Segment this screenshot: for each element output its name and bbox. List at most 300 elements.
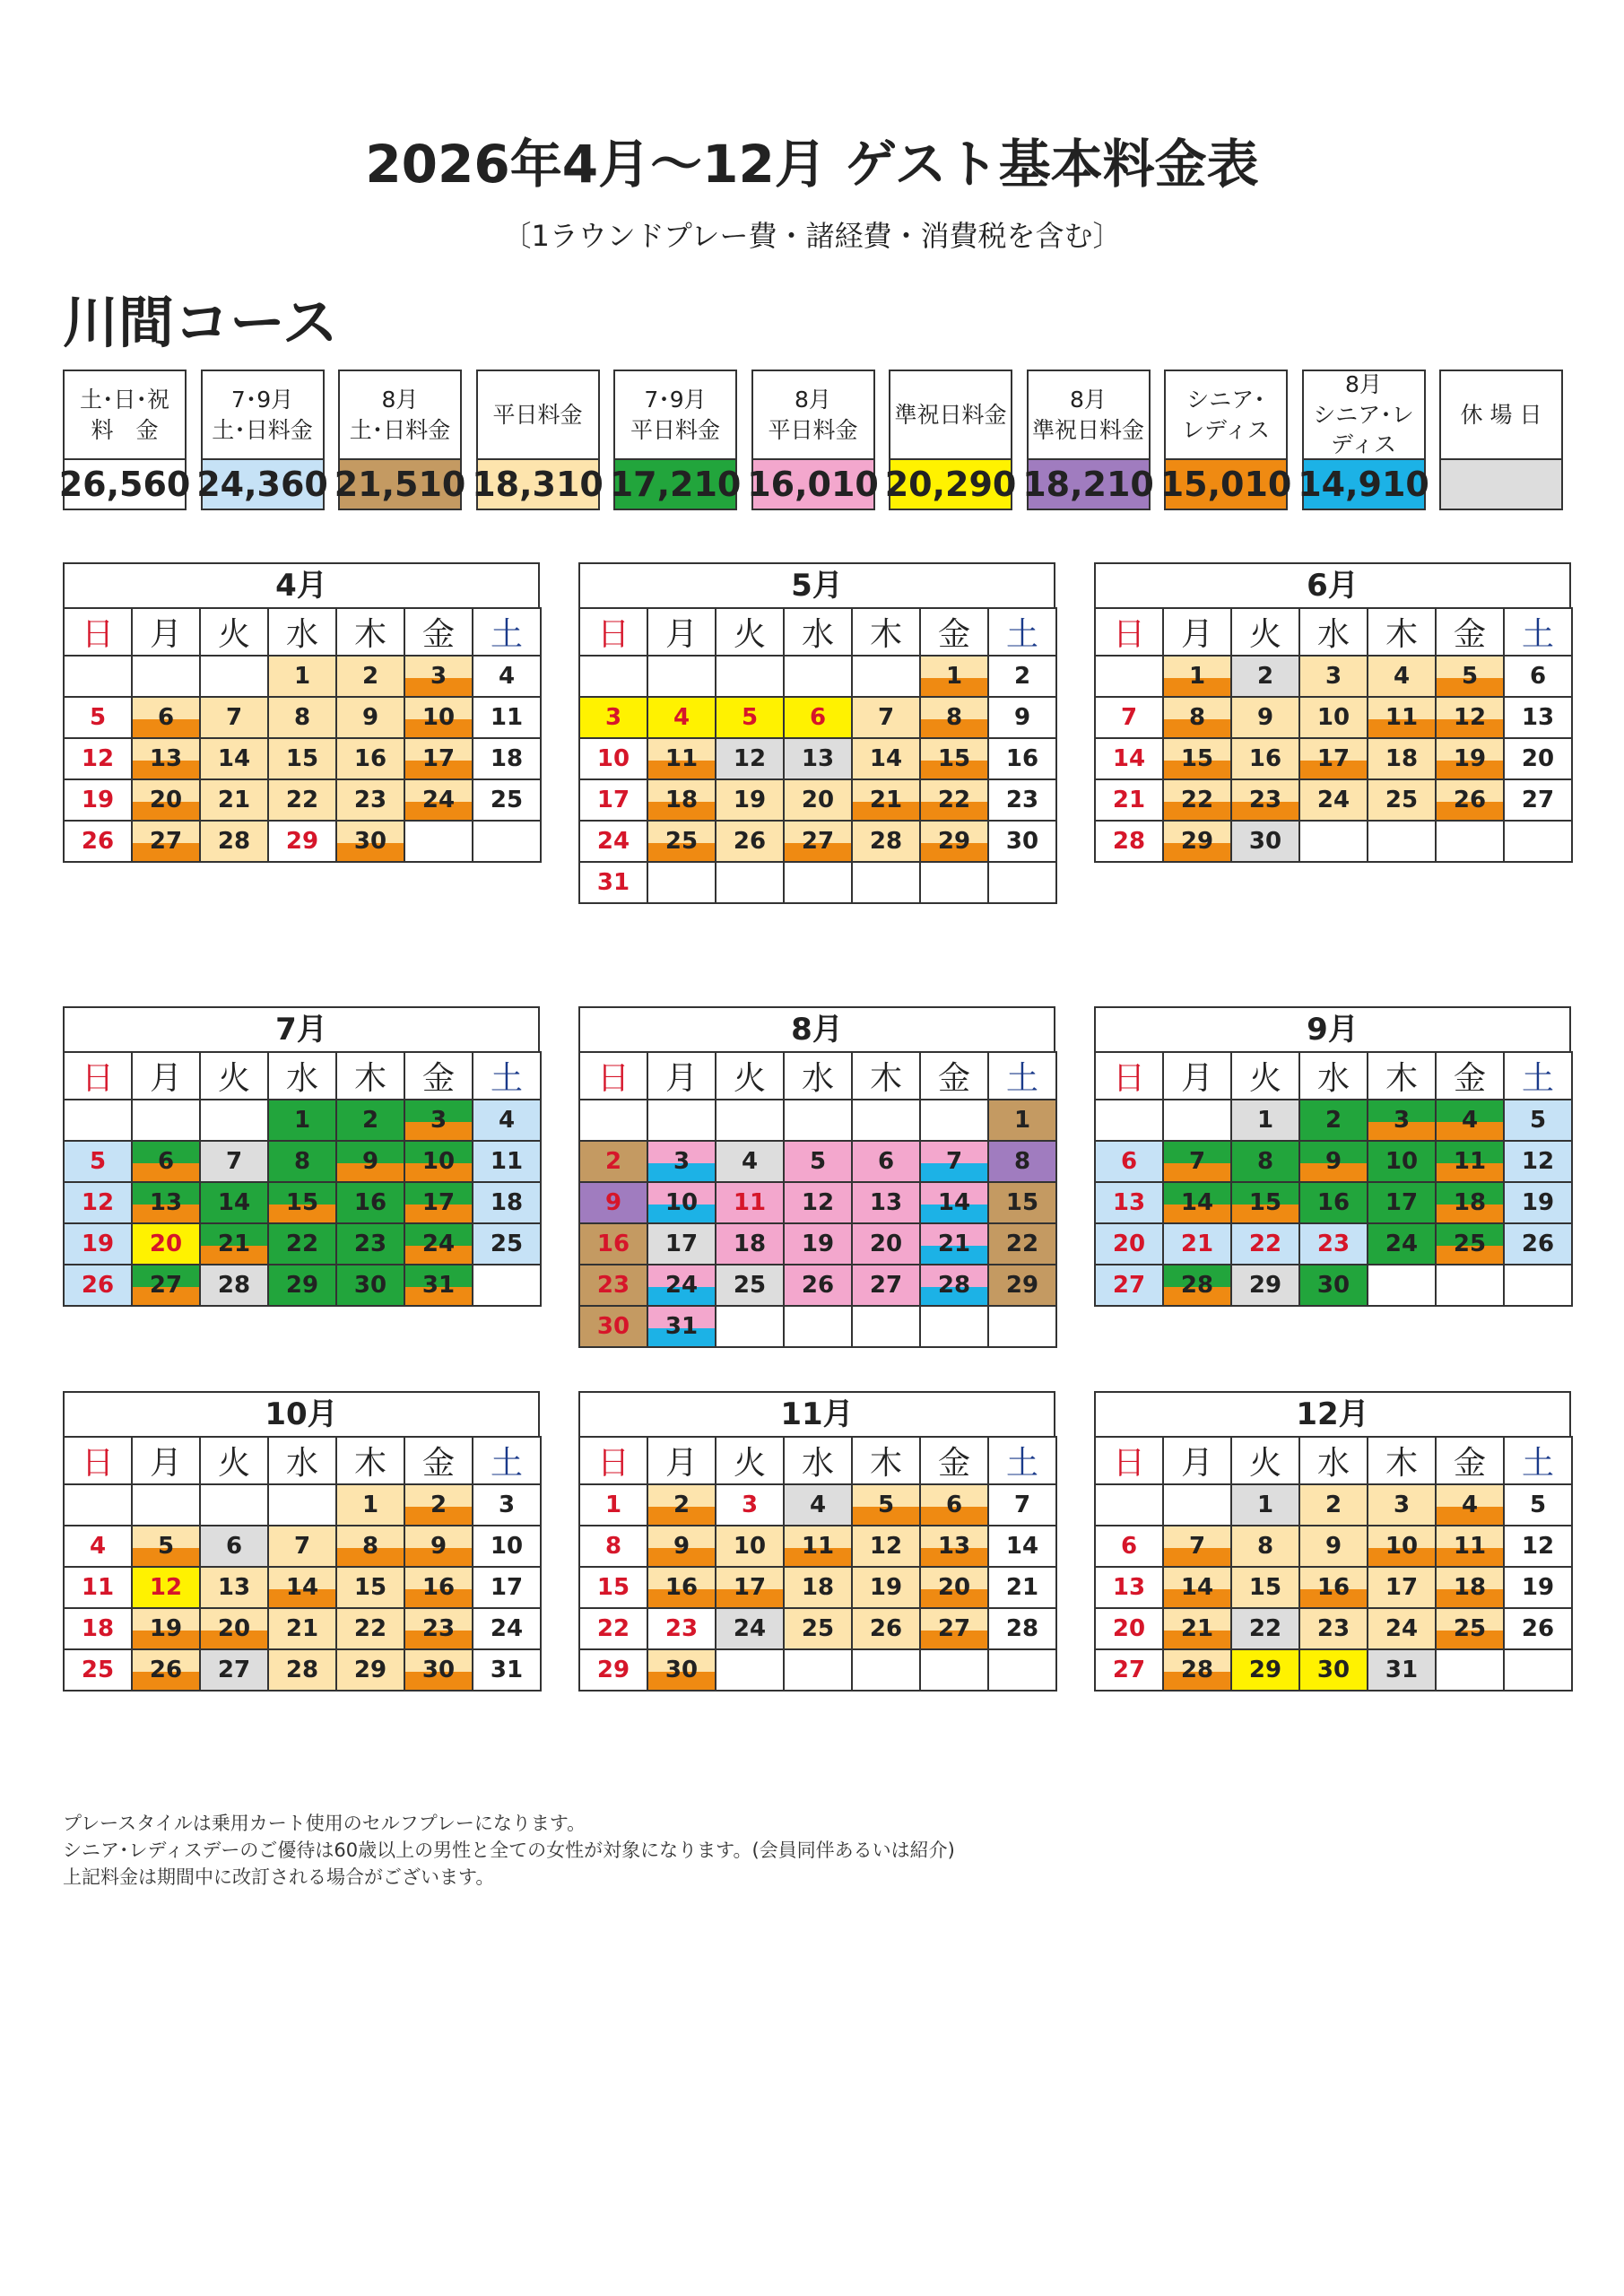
legend-price: [1441, 458, 1561, 509]
empty-cell: [1095, 656, 1163, 697]
legend-item: [1439, 370, 1563, 510]
legend-item: [334, 370, 466, 510]
weekday-header: 月: [132, 1052, 200, 1100]
day-cell: 1: [579, 1484, 647, 1526]
legend-item: [1159, 370, 1292, 510]
day-cell: 25: [784, 1608, 852, 1649]
day-cell: 3: [1368, 1100, 1436, 1141]
day-cell: 30: [988, 821, 1056, 862]
day-cell: 11: [473, 697, 541, 738]
empty-cell: [1504, 1649, 1572, 1691]
day-cell: 22: [1231, 1223, 1299, 1265]
empty-cell: [716, 656, 784, 697]
day-cell: 4: [1436, 1484, 1504, 1526]
weekday-header: 日: [579, 1052, 647, 1100]
empty-cell: [64, 1484, 132, 1526]
day-cell: 17: [404, 738, 473, 779]
note-line: シニア･レディスデーのご優待は60歳以上の男性と全ての女性が対象になります。(会員同伴あるいは紹介): [63, 1839, 955, 1861]
day-cell: 12: [1504, 1141, 1572, 1182]
day-cell: 26: [64, 821, 132, 862]
day-cell: 14: [1163, 1182, 1231, 1223]
day-cell: 27: [200, 1649, 268, 1691]
day-cell: 8: [1163, 697, 1231, 738]
legend-label: 8月 シニア･レディス: [1313, 370, 1414, 458]
day-cell: 20: [132, 779, 200, 821]
weekday-header: 月: [1163, 608, 1231, 656]
month-title: 5月: [578, 562, 1055, 607]
day-cell: 20: [1095, 1608, 1163, 1649]
weekday-header: 金: [1436, 1052, 1504, 1100]
weekday-header: 月: [647, 1052, 716, 1100]
empty-cell: [1095, 1484, 1163, 1526]
note-line: プレースタイルは乗用カート使用のセルフプレーになります。: [63, 1813, 586, 1834]
empty-cell: [200, 656, 268, 697]
legend-label: 7･9月 土･日料金: [212, 386, 313, 443]
empty-cell: [784, 862, 852, 903]
weekday-header: 月: [647, 1437, 716, 1484]
day-cell: 25: [64, 1649, 132, 1691]
empty-cell: [579, 656, 647, 697]
day-cell: 25: [1368, 779, 1436, 821]
day-cell: 2: [1231, 656, 1299, 697]
day-cell: 20: [1095, 1223, 1163, 1265]
weekday-header: 日: [64, 1052, 132, 1100]
weekday-header: 金: [920, 608, 988, 656]
day-cell: 10: [1368, 1526, 1436, 1567]
empty-cell: [647, 862, 716, 903]
weekday-header: 月: [1163, 1052, 1231, 1100]
empty-cell: [1163, 1100, 1231, 1141]
day-cell: 27: [920, 1608, 988, 1649]
day-cell: 11: [1436, 1526, 1504, 1567]
weekday-header: 木: [1368, 1437, 1436, 1484]
day-cell: 20: [784, 779, 852, 821]
day-cell: 22: [1231, 1608, 1299, 1649]
day-cell: 30: [579, 1306, 647, 1347]
weekday-header: 木: [1368, 608, 1436, 656]
day-cell: 11: [64, 1567, 132, 1608]
legend-price: 18,310: [478, 458, 598, 509]
day-cell: 24: [404, 1223, 473, 1265]
weekday-header: 火: [200, 1052, 268, 1100]
day-cell: 2: [647, 1484, 716, 1526]
empty-cell: [647, 1100, 716, 1141]
day-cell: 28: [1163, 1265, 1231, 1306]
day-cell: 23: [404, 1608, 473, 1649]
empty-cell: [473, 821, 541, 862]
legend-label: 休 場 日: [1460, 401, 1542, 428]
legend-price: 18,210: [1029, 458, 1149, 509]
weekday-header: 水: [784, 1437, 852, 1484]
day-cell: 9: [579, 1182, 647, 1223]
empty-cell: [1368, 821, 1436, 862]
day-cell: 24: [579, 821, 647, 862]
legend-label: 8月 平日料金: [768, 386, 858, 443]
weekday-header: 土: [988, 1437, 1056, 1484]
day-cell: 21: [852, 779, 920, 821]
empty-cell: [852, 1649, 920, 1691]
day-cell: 13: [1504, 697, 1572, 738]
day-cell: 10: [1299, 697, 1368, 738]
day-cell: 2: [336, 1100, 404, 1141]
day-cell: 7: [1163, 1526, 1231, 1567]
month-title: 11月: [578, 1391, 1055, 1436]
weekday-header: 月: [647, 608, 716, 656]
day-cell: 17: [1299, 738, 1368, 779]
legend-price: 17,210: [615, 458, 735, 509]
weekday-header: 木: [852, 1052, 920, 1100]
notes: [63, 1810, 955, 1891]
weekday-header: 月: [132, 608, 200, 656]
day-cell: 22: [336, 1608, 404, 1649]
day-cell: 15: [920, 738, 988, 779]
day-cell: 31: [404, 1265, 473, 1306]
day-cell: 25: [1436, 1608, 1504, 1649]
day-cell: 24: [404, 779, 473, 821]
day-cell: 18: [1436, 1182, 1504, 1223]
day-cell: 1: [268, 656, 336, 697]
month-calendar: [63, 1006, 540, 1307]
day-cell: 29: [920, 821, 988, 862]
day-cell: 15: [988, 1182, 1056, 1223]
day-cell: 3: [473, 1484, 541, 1526]
day-cell: 9: [647, 1526, 716, 1567]
day-cell: 23: [1231, 779, 1299, 821]
day-cell: 25: [473, 779, 541, 821]
month-calendar: [578, 562, 1055, 904]
weekday-header: 日: [579, 1437, 647, 1484]
day-cell: 2: [1299, 1484, 1368, 1526]
day-cell: 19: [1504, 1182, 1572, 1223]
day-cell: 28: [1095, 821, 1163, 862]
day-cell: 4: [716, 1141, 784, 1182]
day-cell: 3: [1299, 656, 1368, 697]
day-cell: 23: [1299, 1608, 1368, 1649]
day-cell: 9: [336, 697, 404, 738]
empty-cell: [200, 1484, 268, 1526]
day-cell: 24: [647, 1265, 716, 1306]
day-cell: 19: [1504, 1567, 1572, 1608]
day-cell: 4: [64, 1526, 132, 1567]
day-cell: 17: [716, 1567, 784, 1608]
day-cell: 13: [852, 1182, 920, 1223]
day-cell: 5: [1436, 656, 1504, 697]
day-cell: 22: [920, 779, 988, 821]
weekday-header: 水: [268, 608, 336, 656]
day-cell: 10: [404, 697, 473, 738]
day-cell: 19: [1436, 738, 1504, 779]
day-cell: 13: [1095, 1182, 1163, 1223]
weekday-header: 火: [716, 1437, 784, 1484]
day-cell: 6: [1095, 1526, 1163, 1567]
day-cell: 1: [988, 1100, 1056, 1141]
legend-label: 平日料金: [492, 401, 583, 428]
weekday-header: 火: [1231, 1052, 1299, 1100]
empty-cell: [1368, 1265, 1436, 1306]
day-cell: 12: [132, 1567, 200, 1608]
day-cell: 16: [647, 1567, 716, 1608]
day-cell: 12: [1436, 697, 1504, 738]
day-cell: 30: [336, 821, 404, 862]
day-cell: 2: [1299, 1100, 1368, 1141]
day-cell: 22: [268, 1223, 336, 1265]
day-cell: 28: [852, 821, 920, 862]
weekday-header: 水: [1299, 1052, 1368, 1100]
day-cell: 27: [132, 1265, 200, 1306]
weekday-header: 火: [200, 608, 268, 656]
day-cell: 4: [784, 1484, 852, 1526]
day-cell: 5: [132, 1526, 200, 1567]
empty-cell: [1504, 821, 1572, 862]
day-cell: 25: [716, 1265, 784, 1306]
day-cell: 29: [579, 1649, 647, 1691]
day-cell: 14: [1163, 1567, 1231, 1608]
legend-label: 準祝日料金: [894, 401, 1007, 428]
day-cell: 15: [336, 1567, 404, 1608]
day-cell: 26: [716, 821, 784, 862]
empty-cell: [716, 1306, 784, 1347]
day-cell: 2: [579, 1141, 647, 1182]
day-cell: 21: [988, 1567, 1056, 1608]
legend-label: 8月 準祝日料金: [1031, 386, 1144, 443]
day-cell: 15: [1163, 738, 1231, 779]
legend-price: 24,360: [203, 458, 323, 509]
month-title: 6月: [1094, 562, 1571, 607]
weekday-header: 土: [473, 1052, 541, 1100]
day-cell: 7: [852, 697, 920, 738]
day-cell: 22: [988, 1223, 1056, 1265]
day-cell: 8: [1231, 1526, 1299, 1567]
day-cell: 12: [64, 738, 132, 779]
day-cell: 19: [64, 1223, 132, 1265]
day-cell: 30: [404, 1649, 473, 1691]
day-cell: 1: [1231, 1484, 1299, 1526]
day-cell: 8: [920, 697, 988, 738]
day-cell: 15: [1231, 1182, 1299, 1223]
day-cell: 17: [1368, 1567, 1436, 1608]
empty-cell: [784, 1100, 852, 1141]
day-cell: 5: [1504, 1100, 1572, 1141]
weekday-header: 土: [1504, 1052, 1572, 1100]
day-cell: 4: [1436, 1100, 1504, 1141]
day-cell: 15: [1231, 1567, 1299, 1608]
day-cell: 20: [852, 1223, 920, 1265]
day-cell: 29: [988, 1265, 1056, 1306]
day-cell: 28: [988, 1608, 1056, 1649]
day-cell: 10: [647, 1182, 716, 1223]
empty-cell: [988, 862, 1056, 903]
day-cell: 21: [1163, 1608, 1231, 1649]
month-calendar: [63, 562, 540, 863]
empty-cell: [268, 1484, 336, 1526]
weekday-header: 金: [404, 1437, 473, 1484]
day-cell: 13: [132, 738, 200, 779]
month-calendar: [578, 1006, 1055, 1348]
month-calendar: [1094, 1006, 1571, 1307]
empty-cell: [1095, 1100, 1163, 1141]
month-calendar: [1094, 1391, 1571, 1692]
day-cell: 16: [1231, 738, 1299, 779]
day-cell: 23: [647, 1608, 716, 1649]
day-cell: 1: [268, 1100, 336, 1141]
day-cell: 12: [64, 1182, 132, 1223]
empty-cell: [132, 1100, 200, 1141]
day-cell: 18: [716, 1223, 784, 1265]
day-cell: 27: [1504, 779, 1572, 821]
weekday-header: 土: [1504, 1437, 1572, 1484]
weekday-header: 土: [473, 1437, 541, 1484]
day-cell: 22: [579, 1608, 647, 1649]
day-cell: 3: [1368, 1484, 1436, 1526]
day-cell: 16: [1299, 1567, 1368, 1608]
day-cell: 14: [200, 738, 268, 779]
legend-price: 26,560: [65, 458, 185, 509]
day-cell: 19: [132, 1608, 200, 1649]
day-cell: 13: [200, 1567, 268, 1608]
day-cell: 17: [1368, 1182, 1436, 1223]
day-cell: 30: [336, 1265, 404, 1306]
day-cell: 15: [579, 1567, 647, 1608]
day-cell: 29: [268, 821, 336, 862]
day-cell: 26: [1504, 1223, 1572, 1265]
empty-cell: [1436, 1649, 1504, 1691]
day-cell: 22: [1163, 779, 1231, 821]
day-cell: 10: [716, 1526, 784, 1567]
day-cell: 17: [473, 1567, 541, 1608]
page-subtitle: 〔1ラウンドプレー費・諸経費・消費税を含む〕: [502, 219, 1122, 253]
weekday-header: 金: [920, 1052, 988, 1100]
day-cell: 6: [1095, 1141, 1163, 1182]
day-cell: 19: [716, 779, 784, 821]
day-cell: 23: [579, 1265, 647, 1306]
weekday-header: 木: [336, 1437, 404, 1484]
day-cell: 29: [1163, 821, 1231, 862]
day-cell: 21: [200, 779, 268, 821]
day-cell: 20: [132, 1223, 200, 1265]
day-cell: 7: [988, 1484, 1056, 1526]
day-cell: 9: [1231, 697, 1299, 738]
day-cell: 9: [1299, 1141, 1368, 1182]
empty-cell: [920, 1100, 988, 1141]
legend-item: [747, 370, 879, 510]
day-cell: 26: [784, 1265, 852, 1306]
day-cell: 29: [1231, 1265, 1299, 1306]
day-cell: 6: [784, 697, 852, 738]
day-cell: 5: [716, 697, 784, 738]
day-cell: 16: [1299, 1182, 1368, 1223]
empty-cell: [716, 1100, 784, 1141]
day-cell: 30: [1231, 821, 1299, 862]
day-cell: 12: [1504, 1526, 1572, 1567]
day-cell: 16: [404, 1567, 473, 1608]
weekday-header: 水: [1299, 608, 1368, 656]
day-cell: 21: [1095, 779, 1163, 821]
day-cell: 9: [988, 697, 1056, 738]
day-cell: 13: [1095, 1567, 1163, 1608]
empty-cell: [988, 1306, 1056, 1347]
day-cell: 25: [1436, 1223, 1504, 1265]
day-cell: 20: [1504, 738, 1572, 779]
empty-cell: [200, 1100, 268, 1141]
month-title: 8月: [578, 1006, 1055, 1051]
day-cell: 17: [579, 779, 647, 821]
day-cell: 12: [852, 1526, 920, 1567]
day-cell: 23: [336, 1223, 404, 1265]
day-cell: 11: [716, 1182, 784, 1223]
day-cell: 13: [920, 1526, 988, 1567]
empty-cell: [647, 656, 716, 697]
day-cell: 28: [920, 1265, 988, 1306]
day-cell: 11: [784, 1526, 852, 1567]
day-cell: 26: [132, 1649, 200, 1691]
day-cell: 31: [579, 862, 647, 903]
month-title: 4月: [63, 562, 540, 607]
day-cell: 21: [200, 1223, 268, 1265]
day-cell: 24: [1368, 1608, 1436, 1649]
day-cell: 22: [268, 779, 336, 821]
weekday-header: 日: [64, 1437, 132, 1484]
day-cell: 3: [404, 1100, 473, 1141]
legend-price: 14,910: [1304, 458, 1424, 509]
day-cell: 17: [404, 1182, 473, 1223]
day-cell: 12: [784, 1182, 852, 1223]
day-cell: 14: [852, 738, 920, 779]
day-cell: 5: [784, 1141, 852, 1182]
day-cell: 3: [716, 1484, 784, 1526]
day-cell: 18: [473, 738, 541, 779]
day-cell: 2: [988, 656, 1056, 697]
day-cell: 5: [1504, 1484, 1572, 1526]
day-cell: 6: [132, 697, 200, 738]
weekday-header: 月: [1163, 1437, 1231, 1484]
weekday-header: 木: [336, 608, 404, 656]
empty-cell: [852, 1100, 920, 1141]
weekday-header: 火: [200, 1437, 268, 1484]
day-cell: 30: [1299, 1649, 1368, 1691]
day-cell: 6: [132, 1141, 200, 1182]
legend-label: 7･9月 平日料金: [630, 386, 720, 443]
weekday-header: 火: [716, 1052, 784, 1100]
day-cell: 1: [920, 656, 988, 697]
day-cell: 3: [647, 1141, 716, 1182]
weekday-header: 金: [404, 608, 473, 656]
day-cell: 18: [473, 1182, 541, 1223]
weekday-header: 水: [268, 1437, 336, 1484]
weekday-header: 金: [920, 1437, 988, 1484]
day-cell: 4: [1368, 656, 1436, 697]
day-cell: 14: [920, 1182, 988, 1223]
day-cell: 10: [579, 738, 647, 779]
month-title: 10月: [63, 1391, 540, 1436]
weekday-header: 日: [1095, 1052, 1163, 1100]
legend-label: 土･日･祝 料 金: [79, 386, 169, 443]
day-cell: 18: [1368, 738, 1436, 779]
day-cell: 26: [1436, 779, 1504, 821]
legend-item: [196, 370, 328, 510]
day-cell: 18: [647, 779, 716, 821]
empty-cell: [404, 821, 473, 862]
weekday-header: 土: [988, 1052, 1056, 1100]
empty-cell: [784, 1649, 852, 1691]
day-cell: 7: [1095, 697, 1163, 738]
empty-cell: [1299, 821, 1368, 862]
day-cell: 6: [852, 1141, 920, 1182]
weekday-header: 日: [1095, 608, 1163, 656]
day-cell: 11: [1368, 697, 1436, 738]
day-cell: 24: [473, 1608, 541, 1649]
weekday-header: 水: [784, 1052, 852, 1100]
day-cell: 7: [920, 1141, 988, 1182]
